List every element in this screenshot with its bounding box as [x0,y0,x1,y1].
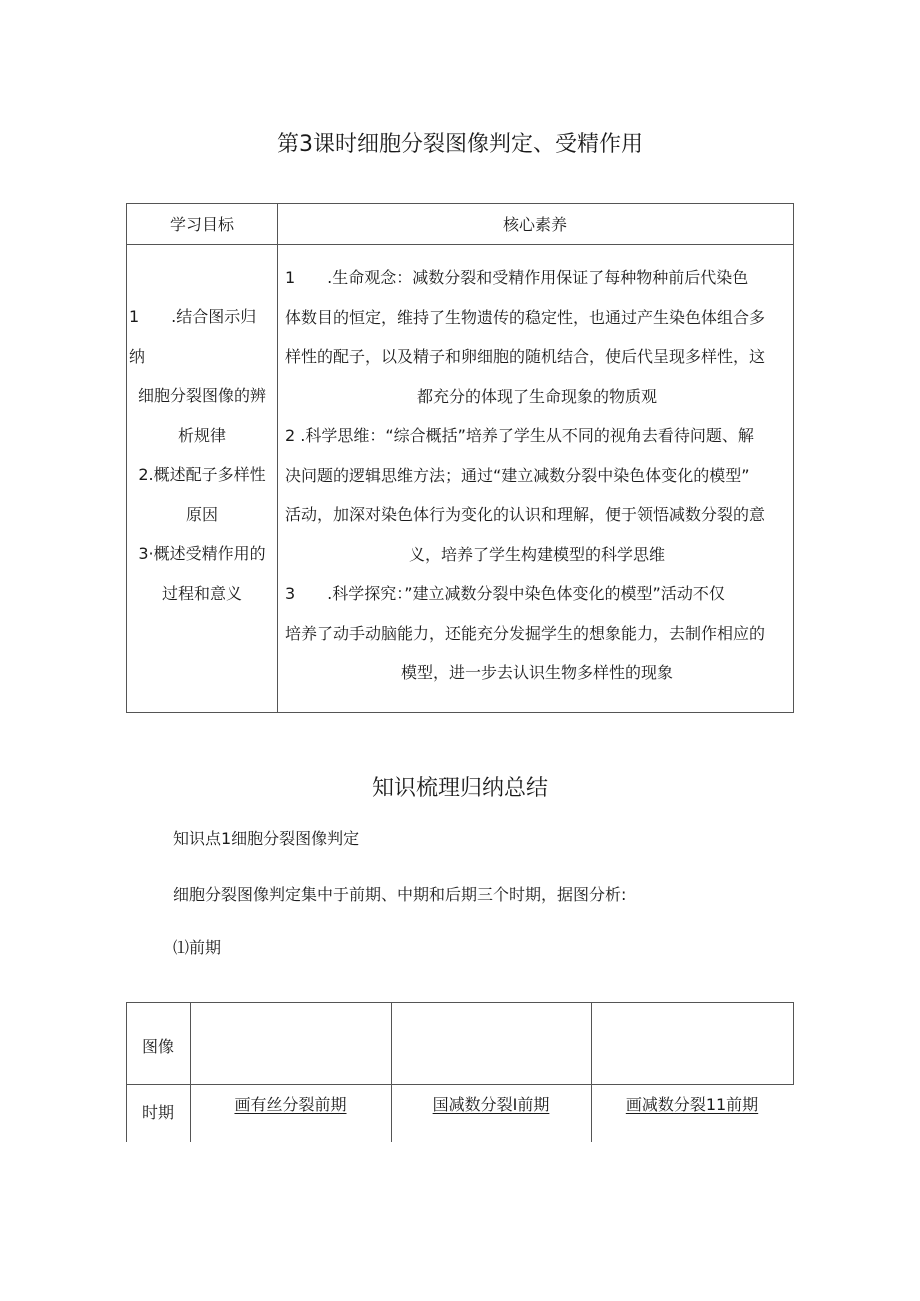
goal-line: 过程和意义 [161,583,242,603]
header-learning-goals: 学习目标 [169,215,234,234]
literacy-line: 活动，加深对染色体行为变化的认识和理解，便于领悟减数分裂的意 [285,505,766,524]
table-right-border [793,1002,794,1084]
goal-line: 1 .结合图示归 [129,307,257,326]
literacy-line: 都充分的体现了生命现象的物质观 [416,386,657,406]
table-row-divider [126,1084,794,1085]
goal-line: 细胞分裂图像的辨 [137,386,266,405]
period-cell-mitosis [190,1092,391,1115]
goal-line: 原因 [185,504,218,524]
period-label: 画减数分裂11前期 [625,1095,759,1114]
knowledge-point-heading: 知识点1细胞分裂图像判定 [173,829,360,848]
goal-line: 纳 [129,346,146,366]
table-column-divider [591,1002,592,1142]
literacy-line: 2 .科学思维：“综合概括”培养了学生从不同的视角去看待问题、解 [285,426,754,445]
sub-heading-prophase: ⑴前期 [173,938,222,957]
literacy-line: 义，培养了学生构建模型的科学思维 [408,544,665,564]
period-cell-meiosis-1 [391,1092,591,1115]
literacy-line: 培养了动手动脑能力，还能充分发掘学生的想象能力，去制作相应的 [285,623,766,643]
goal-line: 3·概述受精作用的 [138,544,266,563]
goal-line: 2.概述配子多样性 [138,465,266,484]
period-cell-meiosis-2 [591,1092,793,1115]
intro-paragraph: 细胞分裂图像判定集中于前期、中期和后期三个时期，据图分析: [173,885,627,904]
cell-image-table [126,1002,794,1142]
period-label: 画有丝分裂前期 [234,1095,347,1114]
section-title: 知识梳理归纳总结 [371,776,548,801]
table-column-divider [190,1002,191,1142]
literacy-line: 体数目的恒定，维持了生物遗传的稳定性，也通过产生染色体组合多 [285,307,766,327]
table-top-border [126,1002,794,1003]
column-divider [277,204,278,712]
literacy-line: 样性的配子，以及精子和卵细胞的随机结合，使后代呈现多样性，这 [285,347,766,366]
period-label: 国减数分裂I前期 [432,1095,550,1114]
literacy-line: 决问题的逻辑思维方法；通过“建立减数分裂中染色体变化的模型” [285,465,750,485]
table-column-divider [391,1002,392,1142]
page-title: 第3课时细胞分裂图像判定、受精作用 [277,132,643,157]
header-core-literacy: 核心素养 [502,215,567,234]
learning-goals-table [126,203,794,713]
row-label-image: 图像 [141,1037,174,1056]
goal-line: 析规律 [177,425,226,445]
literacy-line: 1 .生命观念：减数分裂和受精作用保证了每种物种前后代染色 [285,268,749,287]
core-literacy-text [285,258,789,693]
row-label-period: 时期 [141,1103,174,1122]
literacy-line: 3 .科学探究：”建立减数分裂中染色体变化的模型”活动不仅 [285,584,725,603]
literacy-line: 模型，进一步去认识生物多样性的现象 [400,663,673,682]
learning-goals-text [129,258,275,613]
